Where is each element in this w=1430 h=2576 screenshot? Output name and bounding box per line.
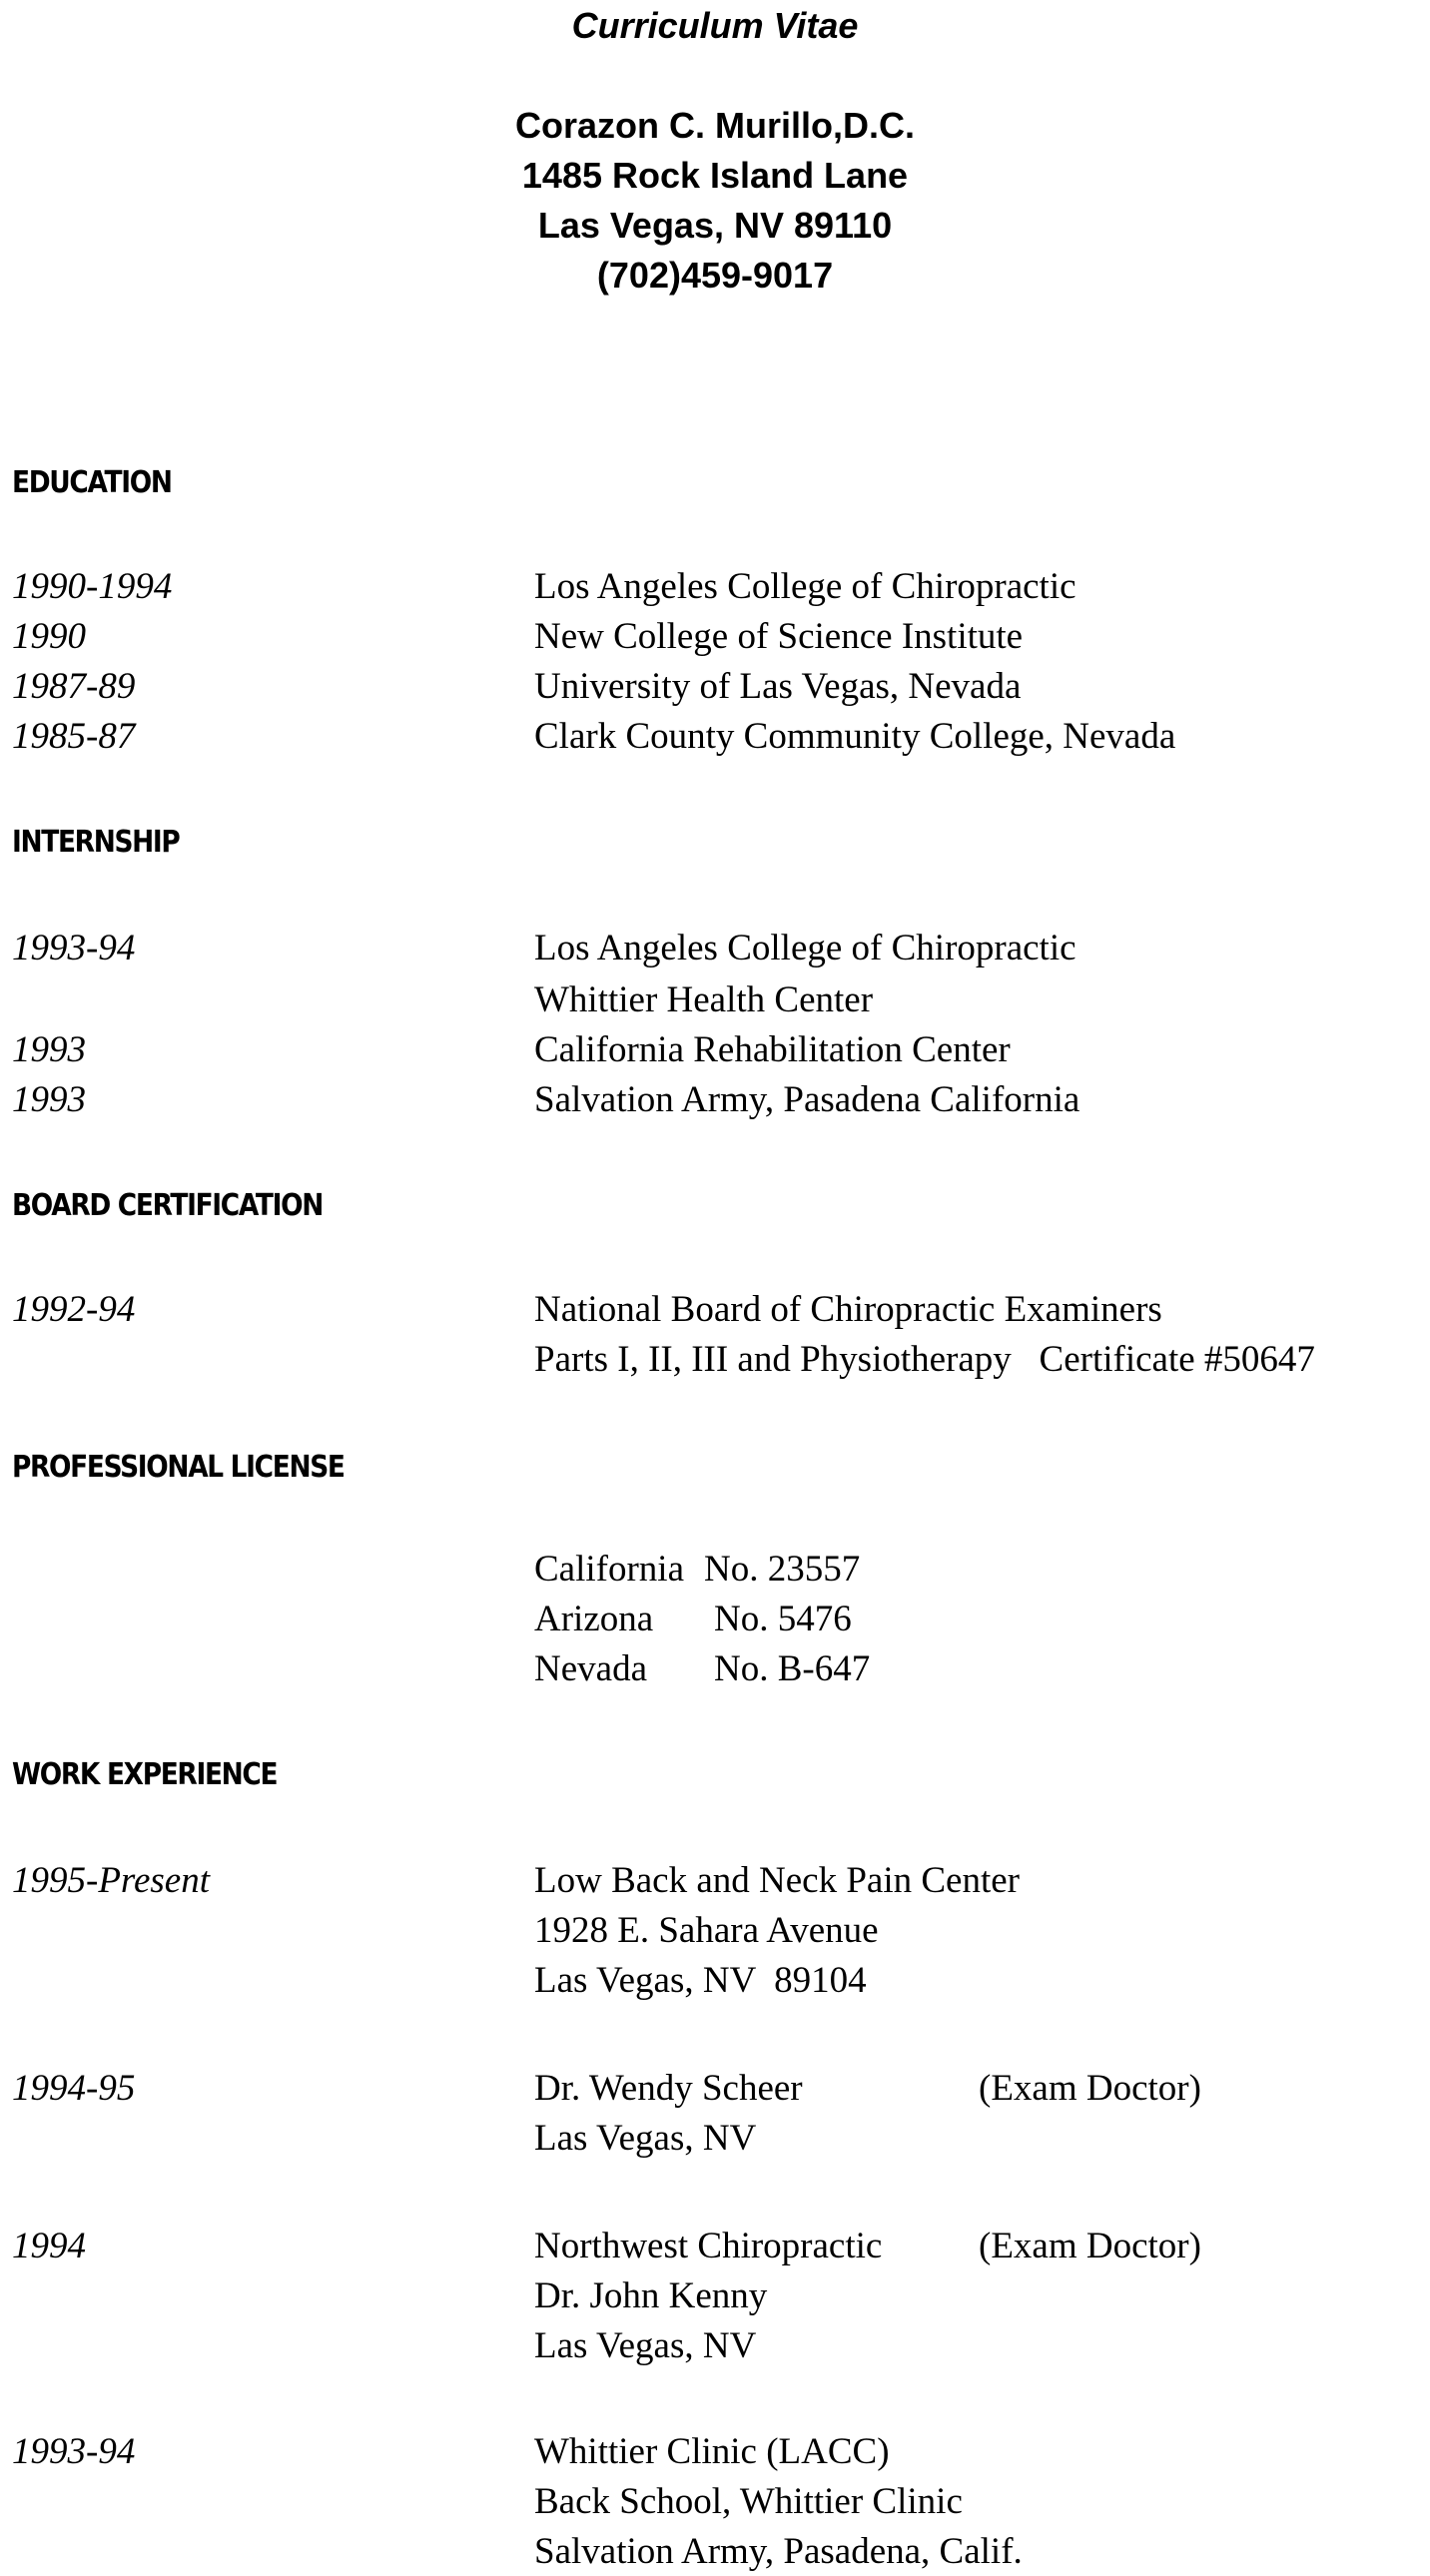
section-heading-work-experience: WORK EXPERIENCE bbox=[12, 1757, 278, 1792]
phone-number: (702)459-9017 bbox=[596, 255, 834, 296]
education-institution: New College of Science Institute bbox=[534, 616, 1024, 657]
board-date: 1992-94 bbox=[12, 1289, 136, 1330]
work-line: Dr. Wendy Scheer bbox=[534, 2068, 803, 2109]
education-date: 1990-1994 bbox=[12, 566, 173, 607]
work-line: Las Vegas, NV bbox=[534, 2118, 757, 2159]
internship-place: Salvation Army, Pasadena California bbox=[534, 1079, 1080, 1120]
work-line: Las Vegas, NV 89104 bbox=[534, 1960, 867, 2001]
license-number: No. 23557 bbox=[704, 1549, 861, 1590]
license-number: No. 5476 bbox=[714, 1599, 852, 1639]
license-state: California bbox=[534, 1549, 685, 1590]
section-heading-professional-license: PROFESSIONAL LICENSE bbox=[12, 1450, 345, 1485]
section-heading-education: EDUCATION bbox=[12, 465, 172, 500]
work-date: 1993-94 bbox=[12, 2431, 136, 2472]
board-parts: Parts I, II, III and Physiotherapy Certificate #50647 bbox=[534, 1339, 1315, 1380]
work-role: (Exam Doctor) bbox=[979, 2226, 1201, 2266]
education-date: 1985-87 bbox=[12, 716, 136, 757]
license-row bbox=[534, 1550, 860, 1590]
work-line: Las Vegas, NV bbox=[534, 2325, 757, 2366]
license-row bbox=[534, 1649, 870, 1689]
license-state: Nevada bbox=[534, 1648, 647, 1689]
internship-place: Los Angeles College of Chiropractic bbox=[534, 928, 1076, 968]
work-line: Northwest Chiropractic bbox=[534, 2226, 883, 2266]
education-institution: Los Angeles College of Chiropractic bbox=[534, 566, 1076, 607]
work-date: 1995-Present bbox=[12, 1860, 210, 1901]
document-title: Curriculum Vitae bbox=[571, 5, 859, 46]
work-line: Low Back and Neck Pain Center bbox=[534, 1860, 1020, 1901]
internship-date: 1993-94 bbox=[12, 928, 136, 968]
internship-date: 1993 bbox=[12, 1029, 86, 1070]
work-role: (Exam Doctor) bbox=[979, 2068, 1201, 2109]
work-line: Whittier Clinic (LACC) bbox=[534, 2431, 890, 2472]
license-number: No. B-647 bbox=[714, 1648, 871, 1689]
education-institution: Clark County Community College, Nevada bbox=[534, 716, 1176, 757]
city-address: Las Vegas, NV 89110 bbox=[537, 205, 893, 246]
education-date: 1990 bbox=[12, 616, 86, 657]
section-heading-board-certification: BOARD CERTIFICATION bbox=[12, 1188, 324, 1223]
internship-place: Whittier Health Center bbox=[534, 979, 874, 1020]
work-line: Dr. John Kenny bbox=[534, 2275, 768, 2316]
license-state: Arizona bbox=[534, 1599, 654, 1639]
internship-date: 1993 bbox=[12, 1079, 86, 1120]
board-name: National Board of Chiropractic Examiners bbox=[534, 1289, 1162, 1330]
work-date: 1994 bbox=[12, 2226, 86, 2266]
work-line: Back School, Whittier Clinic bbox=[534, 2481, 963, 2522]
internship-place: California Rehabilitation Center bbox=[534, 1029, 1011, 1070]
education-date: 1987-89 bbox=[12, 666, 136, 707]
person-name: Corazon C. Murillo,D.C. bbox=[515, 105, 915, 146]
work-line: Salvation Army, Pasadena, Calif. bbox=[534, 2531, 1023, 2572]
work-date: 1994-95 bbox=[12, 2068, 136, 2109]
education-institution: University of Las Vegas, Nevada bbox=[534, 666, 1022, 707]
section-heading-internship: INTERNSHIP bbox=[12, 825, 180, 860]
license-row bbox=[534, 1600, 852, 1639]
street-address: 1485 Rock Island Lane bbox=[521, 155, 909, 196]
work-line: 1928 E. Sahara Avenue bbox=[534, 1910, 879, 1951]
